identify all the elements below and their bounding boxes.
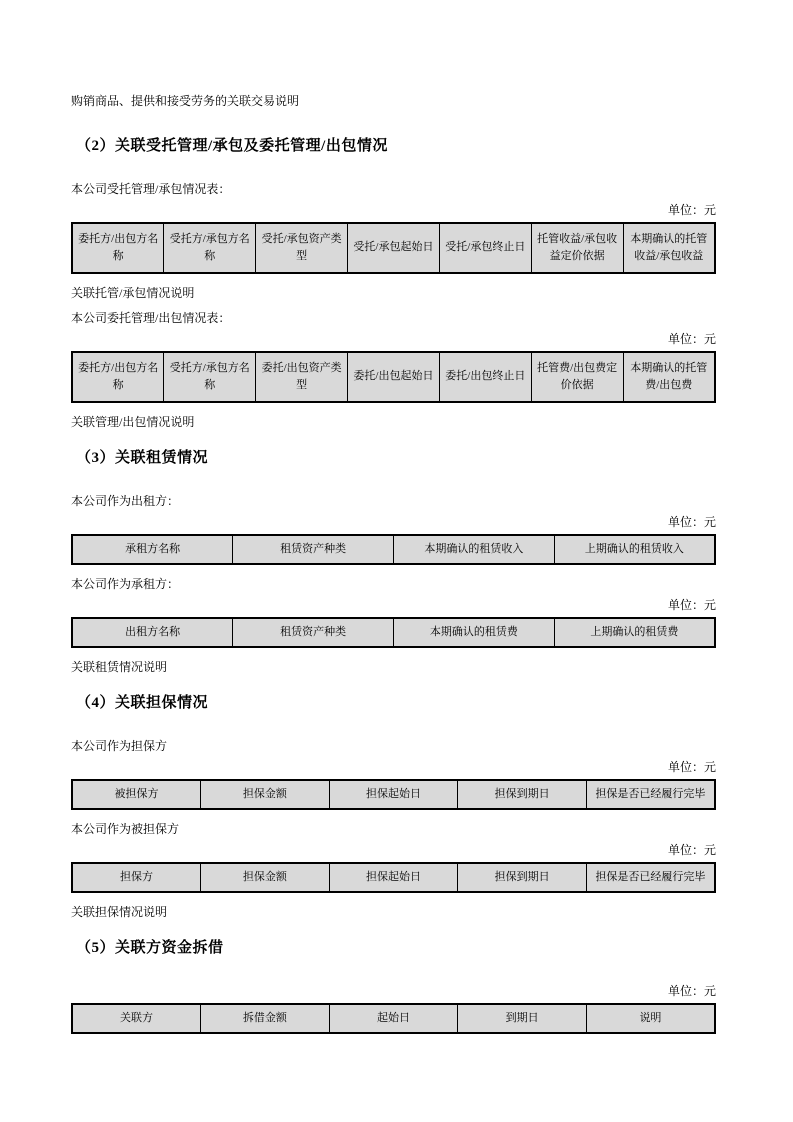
guarantor-table [71, 779, 716, 810]
header-cell: 本期确认的托管费/出包费 [623, 352, 715, 402]
unit-label: 单位：元 [667, 203, 716, 217]
outsourcing-table [71, 351, 716, 403]
unit-label: 单位：元 [667, 760, 716, 774]
unit-label: 单位：元 [667, 598, 716, 612]
header-cell: 担保是否已经履行完毕 [586, 780, 715, 809]
header-cell: 担保起始日 [329, 863, 458, 892]
header-cell: 托管收益/承包收益定价依据 [531, 223, 623, 273]
header-cell: 托管费/出包费定价依据 [531, 352, 623, 402]
related-transaction-intro-note: 购销商品、提供和接受劳务的关联交易说明 [71, 94, 300, 108]
header-cell: 受托/承包终止日 [439, 223, 531, 273]
lessor-table [71, 534, 716, 565]
unit-label: 单位：元 [667, 984, 716, 998]
table-header-row [72, 352, 715, 402]
lessor-caption: 本公司作为出租方： [71, 494, 180, 508]
header-cell: 出租方名称 [72, 618, 233, 647]
header-cell: 担保方 [72, 863, 201, 892]
lease-note: 关联租赁情况说明 [71, 660, 168, 674]
header-cell: 委托/出包终止日 [439, 352, 531, 402]
header-cell: 担保起始日 [329, 780, 458, 809]
table-header-row [72, 223, 715, 273]
header-cell: 说明 [586, 1004, 715, 1033]
entrusted-in-caption: 本公司受托管理/承包情况表： [71, 182, 231, 196]
section-4-heading: （4）关联担保情况 [76, 695, 209, 711]
table-header-row [72, 863, 715, 892]
header-cell: 本期确认的租赁费 [394, 618, 555, 647]
header-cell: 本期确认的租赁收入 [394, 535, 555, 564]
section-3-heading: （3）关联租赁情况 [76, 450, 209, 466]
fund-lending-table [71, 1003, 716, 1034]
header-cell: 承租方名称 [72, 535, 233, 564]
header-cell: 受托/承包起始日 [348, 223, 440, 273]
header-cell: 关联方 [72, 1004, 201, 1033]
header-cell: 拆借金额 [201, 1004, 330, 1033]
header-cell: 上期确认的租赁费 [554, 618, 715, 647]
guaranteed-caption: 本公司作为被担保方 [71, 822, 180, 836]
table-header-row [72, 535, 715, 564]
section-2-heading: （2）关联受托管理/承包及委托管理/出包情况 [76, 138, 388, 154]
header-cell: 委托/出包资产类型 [256, 352, 348, 402]
header-cell: 受托方/承包方名称 [164, 223, 256, 273]
guarantee-note: 关联担保情况说明 [71, 905, 168, 919]
entrusted-in-note: 关联托管/承包情况说明 [71, 286, 195, 300]
header-cell: 担保金额 [201, 780, 330, 809]
unit-label: 单位：元 [667, 332, 716, 346]
entrusted-out-note: 关联管理/出包情况说明 [71, 415, 195, 429]
header-cell: 担保是否已经履行完毕 [586, 863, 715, 892]
lessee-table [71, 617, 716, 648]
unit-label: 单位：元 [667, 843, 716, 857]
table-header-row [72, 1004, 715, 1033]
header-cell: 被担保方 [72, 780, 201, 809]
header-cell: 担保金额 [201, 863, 330, 892]
header-cell: 委托方/出包方名称 [72, 223, 164, 273]
header-cell: 上期确认的租赁收入 [554, 535, 715, 564]
table-header-row [72, 618, 715, 647]
header-cell: 担保到期日 [458, 863, 587, 892]
header-cell: 受托/承包资产类型 [256, 223, 348, 273]
section-5-heading: （5）关联方资金拆借 [76, 940, 224, 956]
header-cell: 担保到期日 [458, 780, 587, 809]
guarantor-caption: 本公司作为担保方 [71, 739, 168, 753]
header-cell: 受托方/承包方名称 [164, 352, 256, 402]
entrusted-management-contract-table [71, 222, 716, 274]
entrusted-out-caption: 本公司委托管理/出包情况表： [71, 311, 231, 325]
unit-label: 单位：元 [667, 515, 716, 529]
table-header-row [72, 780, 715, 809]
header-cell: 起始日 [329, 1004, 458, 1033]
header-cell: 委托/出包起始日 [348, 352, 440, 402]
header-cell: 本期确认的托管收益/承包收益 [623, 223, 715, 273]
header-cell: 委托方/出包方名称 [72, 352, 164, 402]
lessee-caption: 本公司作为承租方： [71, 577, 180, 591]
header-cell: 到期日 [458, 1004, 587, 1033]
header-cell: 租赁资产种类 [233, 618, 394, 647]
guaranteed-table [71, 862, 716, 893]
header-cell: 租赁资产种类 [233, 535, 394, 564]
